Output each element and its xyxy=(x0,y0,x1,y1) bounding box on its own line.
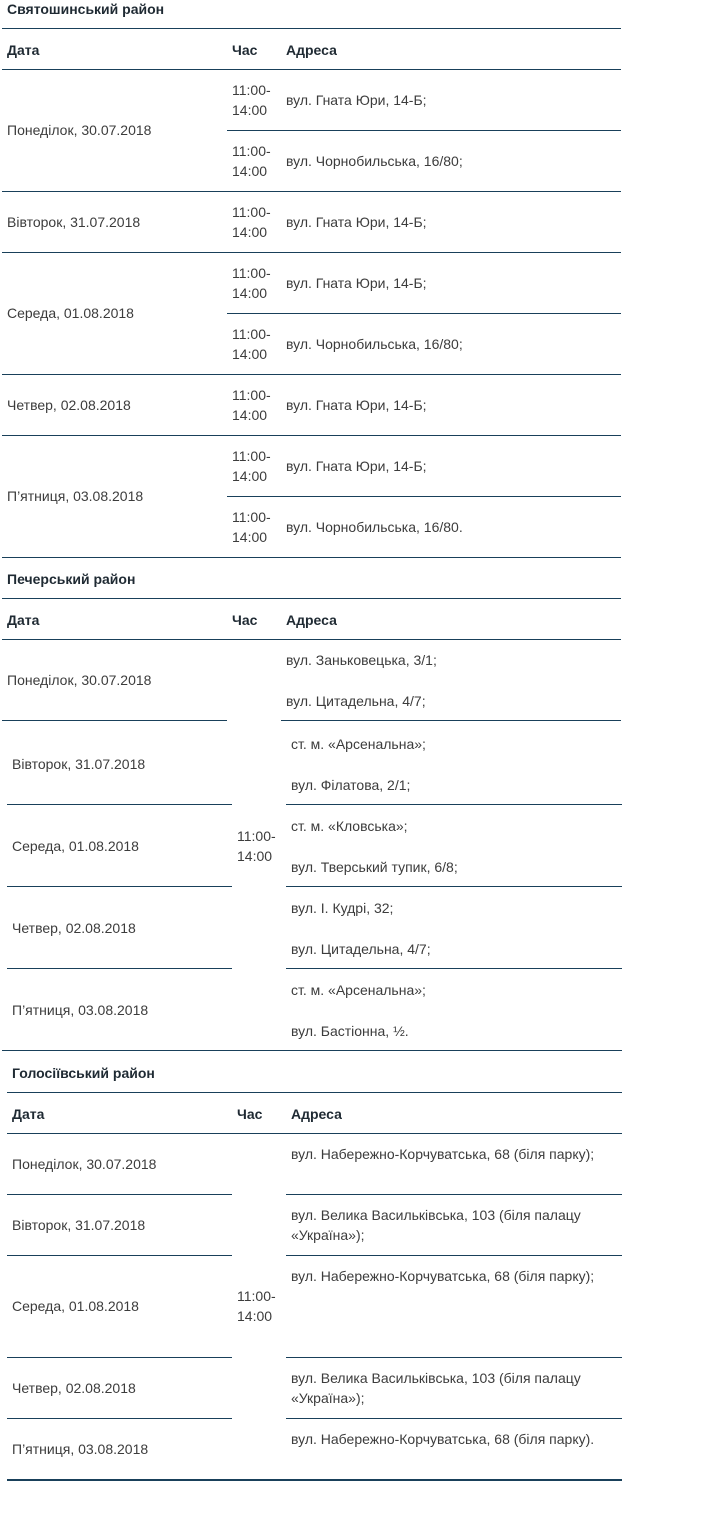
time-cell: 11:00- 14:00 xyxy=(232,387,271,423)
column-header-date: Дата xyxy=(7,612,40,628)
date-cell: Понеділок, 30.07.2018 xyxy=(7,122,152,138)
divider xyxy=(7,886,232,887)
address-cell: вул. Заньковецька, 3/1; xyxy=(286,652,437,668)
date-cell: Вівторок, 31.07.2018 xyxy=(12,1217,146,1233)
divider xyxy=(281,720,621,721)
address-cell: вул. Велика Васильківська, 103 (біля палацу «Україна»); xyxy=(291,1370,581,1406)
divider xyxy=(2,598,621,599)
divider xyxy=(286,804,622,805)
address-cell: вул. Цитадельна, 4/7; xyxy=(286,693,426,709)
section-title: Святошинський район xyxy=(7,1,165,17)
divider xyxy=(7,1479,622,1481)
divider xyxy=(2,1050,622,1051)
address-cell: вул. І. Кудрі, 32; xyxy=(291,900,394,916)
date-cell: Середа, 01.08.2018 xyxy=(12,838,139,854)
column-header-date: Дата xyxy=(7,42,40,58)
divider xyxy=(2,720,227,721)
time-cell: 11:00- 14:00 xyxy=(232,82,271,118)
section-title: Голосіївський район xyxy=(12,1065,155,1081)
time-cell: 11:00- 14:00 xyxy=(232,204,271,240)
address-cell: ст. м. «Кловська»; xyxy=(291,818,408,834)
date-cell: Понеділок, 30.07.2018 xyxy=(7,672,152,688)
divider xyxy=(286,1194,622,1195)
address-cell: вул. Тверський тупик, 6/8; xyxy=(291,859,458,875)
time-cell: 11:00- 14:00 xyxy=(237,1288,276,1324)
address-cell: вул. Набережно-Корчуватська, 68 (біля парку); xyxy=(291,1268,595,1284)
date-cell: Середа, 01.08.2018 xyxy=(12,1298,139,1314)
divider xyxy=(286,968,622,969)
divider xyxy=(7,968,232,969)
column-header-time: Час xyxy=(237,1106,263,1122)
divider xyxy=(2,639,621,640)
column-header-date: Дата xyxy=(12,1106,45,1122)
divider xyxy=(286,1418,622,1419)
time-cell: 11:00- 14:00 xyxy=(232,448,271,484)
divider xyxy=(2,252,621,253)
address-cell: вул. Гната Юри, 14-Б; xyxy=(286,275,427,291)
time-cell: 11:00- 14:00 xyxy=(232,143,271,179)
address-cell: вул. Набережно-Корчуватська, 68 (біля парку); xyxy=(291,1146,595,1162)
column-header-address: Адреса xyxy=(286,612,337,628)
divider xyxy=(7,1418,232,1419)
address-cell: вул. Філатова, 2/1; xyxy=(291,777,411,793)
address-cell: вул. Цитадельна, 4/7; xyxy=(291,941,431,957)
divider xyxy=(2,28,621,29)
address-cell: вул. Чорнобильська, 16/80. xyxy=(286,519,463,535)
date-cell: Понеділок, 30.07.2018 xyxy=(12,1156,157,1172)
divider xyxy=(7,1255,232,1256)
column-header-time: Час xyxy=(232,42,258,58)
divider xyxy=(2,557,621,558)
address-cell: вул. Гната Юри, 14-Б; xyxy=(286,92,427,108)
column-header-time: Час xyxy=(232,612,258,628)
date-cell: Четвер, 02.08.2018 xyxy=(12,920,136,936)
column-header-address: Адреса xyxy=(291,1106,342,1122)
address-cell: вул. Чорнобильська, 16/80; xyxy=(286,336,463,352)
divider xyxy=(7,1194,232,1195)
address-cell: вул. Гната Юри, 14-Б; xyxy=(286,214,427,230)
divider xyxy=(2,435,621,436)
divider xyxy=(2,191,621,192)
date-cell: П’ятниця, 03.08.2018 xyxy=(12,1441,149,1457)
address-cell: ст. м. «Арсенальна»; xyxy=(291,982,426,998)
column-header-address: Адреса xyxy=(286,42,337,58)
date-cell: Четвер, 02.08.2018 xyxy=(7,397,131,413)
time-cell: 11:00- 14:00 xyxy=(232,509,271,545)
date-cell: П’ятниця, 03.08.2018 xyxy=(12,1002,149,1018)
divider xyxy=(7,804,232,805)
section-title: Печерський район xyxy=(7,571,136,587)
date-cell: Середа, 01.08.2018 xyxy=(7,305,134,321)
address-cell: ст. м. «Арсенальна»; xyxy=(291,736,426,752)
divider xyxy=(7,1357,232,1358)
time-cell: 11:00- 14:00 xyxy=(232,265,271,301)
address-cell: вул. Набережно-Корчуватська, 68 (біля парку). xyxy=(291,1431,595,1447)
date-cell: Четвер, 02.08.2018 xyxy=(12,1380,136,1396)
divider xyxy=(2,374,621,375)
divider xyxy=(286,1357,622,1358)
address-cell: вул. Гната Юри, 14-Б; xyxy=(286,397,427,413)
divider xyxy=(227,496,621,497)
divider xyxy=(7,1133,622,1134)
divider xyxy=(7,1092,622,1093)
divider xyxy=(286,1255,622,1256)
date-cell: Вівторок, 31.07.2018 xyxy=(12,756,146,772)
divider xyxy=(2,69,621,70)
address-cell: вул. Гната Юри, 14-Б; xyxy=(286,458,427,474)
time-cell: 11:00- 14:00 xyxy=(237,828,276,864)
date-cell: П’ятниця, 03.08.2018 xyxy=(7,488,144,504)
time-cell: 11:00- 14:00 xyxy=(232,326,271,362)
address-cell: вул. Чорнобильська, 16/80; xyxy=(286,153,463,169)
date-cell: Вівторок, 31.07.2018 xyxy=(7,214,141,230)
divider xyxy=(227,313,621,314)
divider xyxy=(286,886,622,887)
address-cell: вул. Велика Васильківська, 103 (біля палацу «Україна»); xyxy=(291,1207,581,1243)
divider xyxy=(227,130,621,131)
address-cell: вул. Бастіонна, ½. xyxy=(291,1023,409,1039)
